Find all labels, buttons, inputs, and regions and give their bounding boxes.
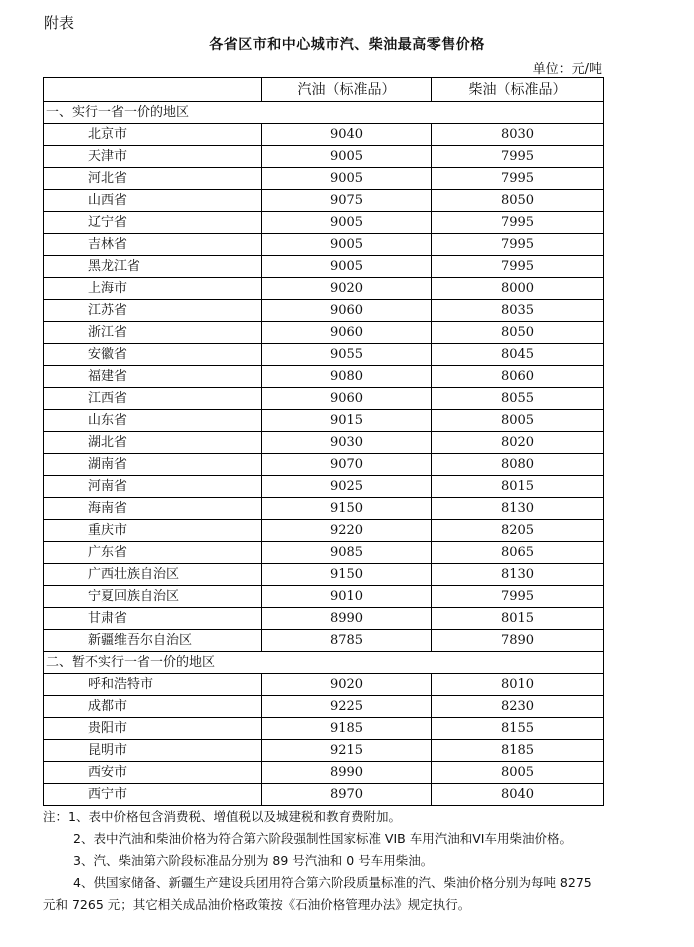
appendix-label: 附表: [44, 14, 75, 32]
diesel-price-cell: 7995: [432, 168, 604, 190]
note-1: 注：1、表中价格包含消费税、增值税以及城建税和教育费附加。: [43, 809, 401, 824]
table-row: [44, 388, 604, 410]
table-header-row: [44, 78, 604, 102]
table-row: [44, 718, 604, 740]
region-name-cell: 黑龙江省: [44, 256, 262, 278]
region-name-cell: 贵阳市: [44, 718, 262, 740]
diesel-price-cell: 8020: [432, 432, 604, 454]
diesel-price-cell: 8130: [432, 498, 604, 520]
diesel-price-cell: 8060: [432, 366, 604, 388]
diesel-price-cell: 8230: [432, 696, 604, 718]
region-name-cell: 辽宁省: [44, 212, 262, 234]
diesel-price-cell: 7995: [432, 234, 604, 256]
gasoline-price-cell: 9020: [262, 674, 432, 696]
gasoline-price-cell: 9005: [262, 212, 432, 234]
gasoline-price-cell: 9185: [262, 718, 432, 740]
gasoline-price-cell: 9040: [262, 124, 432, 146]
table-row: [44, 784, 604, 806]
region-name-cell: 河北省: [44, 168, 262, 190]
diesel-price-cell: 8040: [432, 784, 604, 806]
table-body: [44, 102, 604, 806]
price-table: [43, 77, 604, 806]
section-label: 二、暂不实行一省一价的地区: [44, 652, 604, 674]
diesel-price-cell: 8055: [432, 388, 604, 410]
gasoline-price-cell: 8785: [262, 630, 432, 652]
region-name-cell: 浙江省: [44, 322, 262, 344]
diesel-price-cell: 8035: [432, 300, 604, 322]
region-name-cell: 呼和浩特市: [44, 674, 262, 696]
gasoline-price-cell: 9075: [262, 190, 432, 212]
region-name-cell: 山西省: [44, 190, 262, 212]
diesel-price-cell: 8000: [432, 278, 604, 300]
gasoline-price-cell: 9085: [262, 542, 432, 564]
diesel-price-cell: 8155: [432, 718, 604, 740]
table-row: [44, 300, 604, 322]
region-name-cell: 湖南省: [44, 454, 262, 476]
table-row: [44, 432, 604, 454]
diesel-price-cell: 8205: [432, 520, 604, 542]
diesel-price-cell: 8050: [432, 322, 604, 344]
gasoline-price-cell: 9070: [262, 454, 432, 476]
gasoline-price-cell: 9060: [262, 388, 432, 410]
gasoline-price-cell: 9220: [262, 520, 432, 542]
diesel-price-cell: 8185: [432, 740, 604, 762]
table-row: [44, 212, 604, 234]
diesel-price-cell: 7995: [432, 146, 604, 168]
table-row: [44, 740, 604, 762]
region-name-cell: 新疆维吾尔自治区: [44, 630, 262, 652]
region-name-cell: 湖北省: [44, 432, 262, 454]
note-3: 3、汽、柴油第六阶段标准品分别为 89 号汽油和 0 号车用柴油。: [73, 853, 434, 868]
diesel-price-cell: 7995: [432, 586, 604, 608]
region-name-cell: 西宁市: [44, 784, 262, 806]
table-row: [44, 366, 604, 388]
table-row: [44, 542, 604, 564]
diesel-price-cell: 8050: [432, 190, 604, 212]
diesel-price-cell: 8045: [432, 344, 604, 366]
notes: [43, 806, 608, 916]
region-name-cell: 天津市: [44, 146, 262, 168]
gasoline-price-cell: 9225: [262, 696, 432, 718]
region-name-cell: 海南省: [44, 498, 262, 520]
table-row: [44, 762, 604, 784]
diesel-price-cell: 8080: [432, 454, 604, 476]
section-label: 一、实行一省一价的地区: [44, 102, 604, 124]
table-row: [44, 322, 604, 344]
gasoline-price-cell: 8990: [262, 762, 432, 784]
region-name-cell: 广西壮族自治区: [44, 564, 262, 586]
table-row: [44, 234, 604, 256]
region-name-cell: 河南省: [44, 476, 262, 498]
region-name-cell: 宁夏回族自治区: [44, 586, 262, 608]
diesel-price-cell: 8010: [432, 674, 604, 696]
table-row: [44, 190, 604, 212]
region-name-cell: 西安市: [44, 762, 262, 784]
section-row: [44, 102, 604, 124]
diesel-price-cell: 7995: [432, 256, 604, 278]
gasoline-price-cell: 9015: [262, 410, 432, 432]
diesel-price-cell: 8015: [432, 608, 604, 630]
table-row: [44, 564, 604, 586]
gasoline-price-cell: 9020: [262, 278, 432, 300]
region-name-cell: 江西省: [44, 388, 262, 410]
gasoline-price-cell: 9215: [262, 740, 432, 762]
table-row: [44, 146, 604, 168]
table-row: [44, 454, 604, 476]
gasoline-price-cell: 9005: [262, 146, 432, 168]
table-row: [44, 630, 604, 652]
region-name-cell: 安徽省: [44, 344, 262, 366]
gasoline-price-cell: 8970: [262, 784, 432, 806]
section-row: [44, 652, 604, 674]
table-row: [44, 344, 604, 366]
region-name-cell: 山东省: [44, 410, 262, 432]
gasoline-price-cell: 9060: [262, 322, 432, 344]
header-region: [44, 78, 262, 102]
region-name-cell: 甘肃省: [44, 608, 262, 630]
header-gasoline: 汽油（标准品）: [262, 78, 432, 102]
region-name-cell: 昆明市: [44, 740, 262, 762]
gasoline-price-cell: 9150: [262, 498, 432, 520]
gasoline-price-cell: 9060: [262, 300, 432, 322]
table-row: [44, 498, 604, 520]
gasoline-price-cell: 9030: [262, 432, 432, 454]
diesel-price-cell: 8130: [432, 564, 604, 586]
diesel-price-cell: 8030: [432, 124, 604, 146]
unit-label: 单位：元/吨: [532, 62, 602, 77]
region-name-cell: 江苏省: [44, 300, 262, 322]
table-row: [44, 168, 604, 190]
gasoline-price-cell: 9005: [262, 168, 432, 190]
note-4: 4、供国家储备、新疆生产建设兵团用符合第六阶段质量标准的汽、柴油价格分别为每吨 8275 元和 7265 元；其它相关成品油价格政策按《石油价格管理办法》规定执行。: [43, 875, 592, 912]
table-row: [44, 278, 604, 300]
table-row: [44, 674, 604, 696]
diesel-price-cell: 8015: [432, 476, 604, 498]
region-name-cell: 重庆市: [44, 520, 262, 542]
gasoline-price-cell: 9005: [262, 256, 432, 278]
region-name-cell: 北京市: [44, 124, 262, 146]
gasoline-price-cell: 9010: [262, 586, 432, 608]
gasoline-price-cell: 9080: [262, 366, 432, 388]
diesel-price-cell: 7995: [432, 212, 604, 234]
gasoline-price-cell: 9025: [262, 476, 432, 498]
table-row: [44, 476, 604, 498]
table-row: [44, 586, 604, 608]
table-row: [44, 520, 604, 542]
region-name-cell: 广东省: [44, 542, 262, 564]
region-name-cell: 成都市: [44, 696, 262, 718]
table-row: [44, 696, 604, 718]
table-row: [44, 410, 604, 432]
diesel-price-cell: 8005: [432, 762, 604, 784]
region-name-cell: 吉林省: [44, 234, 262, 256]
gasoline-price-cell: 9005: [262, 234, 432, 256]
gasoline-price-cell: 9055: [262, 344, 432, 366]
table-row: [44, 256, 604, 278]
gasoline-price-cell: 9150: [262, 564, 432, 586]
diesel-price-cell: 8005: [432, 410, 604, 432]
table-row: [44, 124, 604, 146]
header-diesel: 柴油（标准品）: [432, 78, 604, 102]
diesel-price-cell: 8065: [432, 542, 604, 564]
region-name-cell: 上海市: [44, 278, 262, 300]
table-row: [44, 608, 604, 630]
note-2: 2、表中汽油和柴油价格为符合第六阶段强制性国家标准 VIB 车用汽油和VI车用柴油价格。: [73, 831, 572, 846]
region-name-cell: 福建省: [44, 366, 262, 388]
page-title: 各省区市和中心城市汽、柴油最高零售价格: [209, 37, 485, 53]
diesel-price-cell: 7890: [432, 630, 604, 652]
gasoline-price-cell: 8990: [262, 608, 432, 630]
